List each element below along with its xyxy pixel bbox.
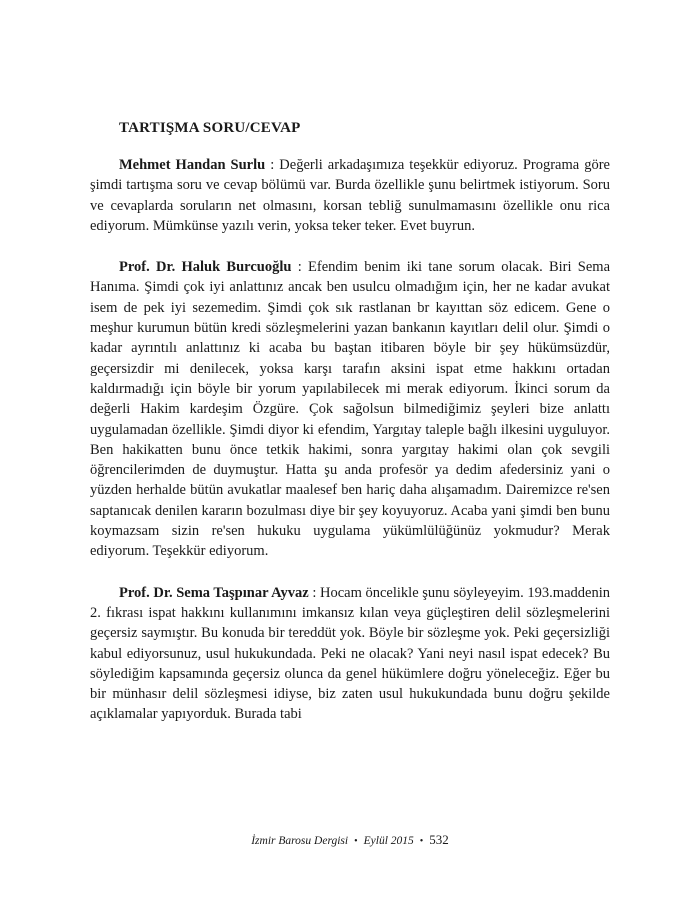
paragraph-text: : Değerli arkadaşımıza teşekkür ediyoruz. Programa göre şimdi tartışma soru ve cevap bölümü var. Burda özellikle şunu belirtmek istiyorum. Soru ve cevaplarda soruların net olmasını, korsan tebliğ sunulmamasını özellikle onu rica ediyorum. Mümkünse yazılı verin, yoksa teker teker. Evet buyrun. [90,157,610,234]
paragraph-text: : Efendim benim iki tane sorum olacak. Biri Sema Hanıma. Şimdi çok iyi anlattınız ancak ben usulcu olmadığım için, her ne kadar avukat isem de pek iyi sezemedim. Şimdi çok sık rastlanan br kayıttan söz edicem. Gene o meşhur kurumun bütün kredi sözleşmelerini yazan bankanın kayıtları delil olur. Şimdi o kadar ayrıntılı anlattınız ki acaba bu baştan itibaren böyle bir şey hükümsüzdür, geçersizdir mi denilecek, yoksa karşı tarafın aksini ispat etme hakkını ortadan kaldırmadığı için böyle bir yorum yapılabilecek mi merak ediyorum. İkinci sorum da değerli Hakim kardeşim Özgüre. Çok sağolsun bilmediğimiz şeyleri bize anlattı uygulamadan özellikle. Şimdi diyor ki efendim, Yargıtay taleple bağlı ilkesini uyguluyor. Ben hakikatten bunu önce tetkik hakimi, sonra yargıtay hakimi olan çok sevgili öğrencilerimden de duymuştur. Hatta şu anda profesör ya dedim afedersiniz yani o yüzden herhalde bütün avukatlar maalesef ben hariç daha alışamadım. Dairemizce re'sen saptanıcak denilen kararın bozulması diye bir şey koyuyoruz. Acaba yani şimdi ben bunu koymazsam sizin re'sen hukuku uygulama yükümlülüğünüz yokmudur? Merak ediyorum. Teşekkür ediyorum. [90,259,611,560]
page-footer [0,832,700,848]
speaker-name: Mehmet Handan Surlu [119,157,266,173]
journal-name: İzmir Barosu Dergisi [251,835,349,847]
page-content [90,120,610,746]
section-heading: TARTIŞMA SORU/CEVAP [119,120,301,136]
page-number: 532 [429,832,449,847]
issue-date: Eylül 2015 [363,835,414,847]
paragraph-2 [90,257,610,561]
paragraph-3 [90,583,610,725]
speaker-name: Prof. Dr. Haluk Burcuoğlu [119,259,292,276]
footer-separator: • [354,836,358,847]
paragraph-text: : Hocam öncelikle şunu söyleyeyim. 193.maddenin 2. fıkrası ispat hakkını kullanımını imkansız kılan veya güçleştiren delil sözleşmelerini geçersiz saymıştır. Bu konuda bir tereddüt yok. Böyle bir sözleşme yok. Peki geçersizliği kabul ediyorsunuz, usul hukukundada. Peki ne olacak? Yani neyi nasıl ispat edecek? Bu söylediğim kapsamında geçersiz olunca da genel hükümlere doğru yöneleceğiz. Eğer bu bir münhasır delil sözleşmesi idiyse, biz zaten usul hukukundada bunu doğru şekilde açıklamalar yapıyorduk. Burada tabi [90,584,610,723]
paragraph-1 [90,155,610,236]
footer-separator: • [419,836,424,847]
speaker-name: Prof. Dr. Sema Taşpınar Ayvaz [119,584,309,601]
